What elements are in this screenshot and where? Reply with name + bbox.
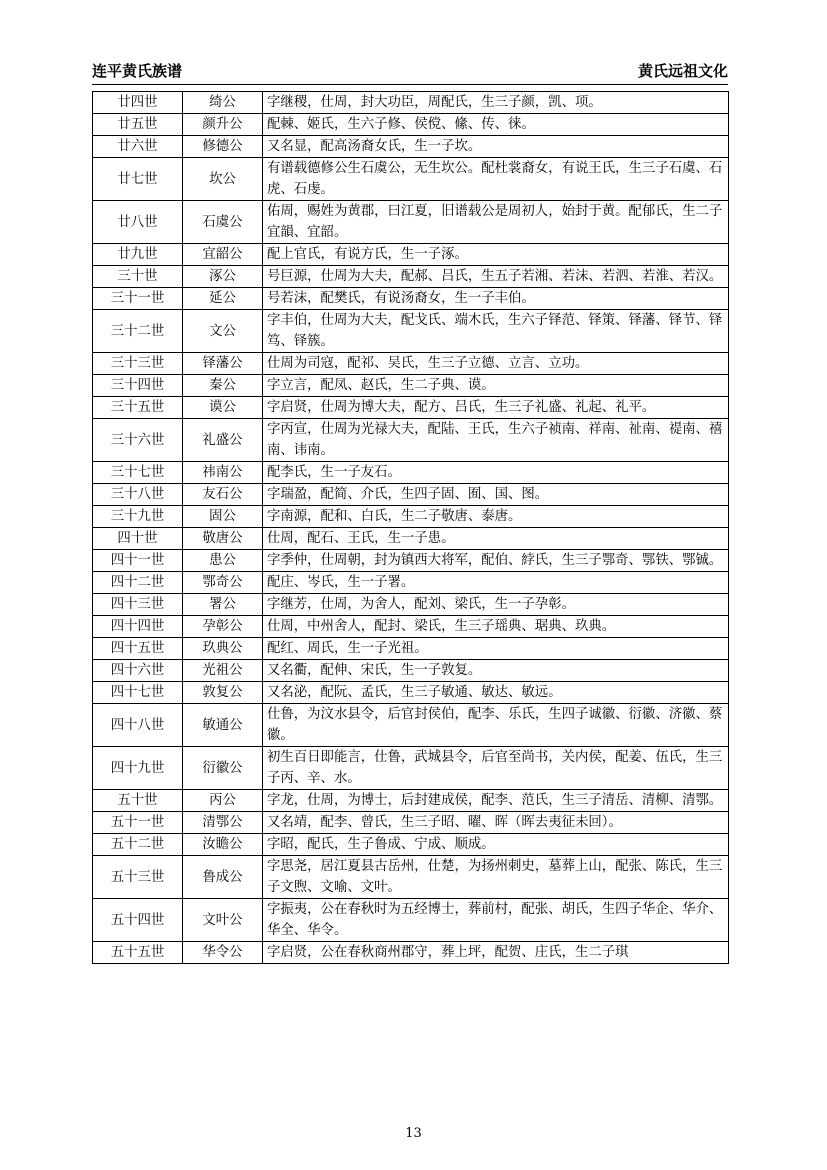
table-row	[93, 92, 729, 114]
generation-cell: 四十三世	[93, 594, 183, 616]
description-cell: 字立言，配凤、赵氏，生二子典、谟。	[263, 375, 729, 397]
table-row	[93, 114, 729, 136]
header-right-title: 黄氏远祖文化	[637, 62, 728, 80]
generation-cell: 五十三世	[93, 856, 183, 899]
generation-cell: 三十六世	[93, 419, 183, 462]
generation-cell: 四十二世	[93, 572, 183, 594]
ancestor-name-cell: 光祖公	[183, 660, 263, 682]
ancestor-name-cell: 延公	[183, 288, 263, 310]
description-cell: 配李氏，生一子友石。	[263, 462, 729, 484]
generation-cell: 廿四世	[93, 92, 183, 114]
description-cell: 字启贤，公在春秋商州郡守，葬上坪，配贺、庄氏，生二子琪	[263, 942, 729, 964]
description-cell: 字南源，配和、白氏，生二子敬唐、泰唐。	[263, 506, 729, 528]
genealogy-table-body	[93, 92, 729, 964]
ancestor-name-cell: 秦公	[183, 375, 263, 397]
description-cell: 仕周，中州舍人，配封、梁氏，生三子瑶典、琚典、玖典。	[263, 616, 729, 638]
description-cell: 配庄、岑氏，生一子署。	[263, 572, 729, 594]
description-cell: 又名显，配高汤裔女氏，生一子坎。	[263, 136, 729, 158]
page-number: 13	[405, 1126, 422, 1141]
description-cell: 字启贤，仕周为博大夫，配方、吕氏，生三子礼盛、礼起、礼平。	[263, 397, 729, 419]
ancestor-name-cell: 固公	[183, 506, 263, 528]
ancestor-name-cell: 颜升公	[183, 114, 263, 136]
generation-cell: 五十五世	[93, 942, 183, 964]
ancestor-name-cell: 玖典公	[183, 638, 263, 660]
ancestor-name-cell: 华令公	[183, 942, 263, 964]
ancestor-name-cell: 祎南公	[183, 462, 263, 484]
table-row	[93, 856, 729, 899]
table-row	[93, 704, 729, 747]
generation-cell: 三十世	[93, 266, 183, 288]
table-row	[93, 353, 729, 375]
table-row	[93, 660, 729, 682]
generation-cell: 三十七世	[93, 462, 183, 484]
table-row	[93, 747, 729, 790]
table-row	[93, 594, 729, 616]
ancestor-name-cell: 礼盛公	[183, 419, 263, 462]
description-cell: 又名衢，配伸、宋氏，生一子敦复。	[263, 660, 729, 682]
ancestor-name-cell: 敦复公	[183, 682, 263, 704]
generation-cell: 三十四世	[93, 375, 183, 397]
description-cell: 仕周，配石、王氏，生一子患。	[263, 528, 729, 550]
table-row	[93, 266, 729, 288]
table-row	[93, 550, 729, 572]
generation-cell: 廿五世	[93, 114, 183, 136]
table-row	[93, 484, 729, 506]
generation-cell: 四十八世	[93, 704, 183, 747]
description-cell: 佑周，赐姓为黄郡，曰江夏，旧谱载公是周初人，始封于黄。配郁氏，生二子宜韻、宜韶。	[263, 201, 729, 244]
generation-cell: 廿六世	[93, 136, 183, 158]
description-cell: 有谱载德修公生石虞公，无生坎公。配杜裳裔女，有说王氏，生三子石虞、石虎、石虔。	[263, 158, 729, 201]
ancestor-name-cell: 铎藩公	[183, 353, 263, 375]
table-row	[93, 506, 729, 528]
generation-cell: 三十八世	[93, 484, 183, 506]
generation-cell: 三十二世	[93, 310, 183, 353]
table-row	[93, 288, 729, 310]
table-row	[93, 638, 729, 660]
generation-cell: 三十一世	[93, 288, 183, 310]
table-row	[93, 942, 729, 964]
description-cell: 号若沫，配樊氏，有说汤裔女，生一子丰伯。	[263, 288, 729, 310]
description-cell: 字季仲，仕周朝，封为镇西大将军，配伯、綍氏，生三子鄂奇、鄂铁、鄂铖。	[263, 550, 729, 572]
ancestor-name-cell: 文公	[183, 310, 263, 353]
generation-cell: 四十六世	[93, 660, 183, 682]
ancestor-name-cell: 宜韶公	[183, 244, 263, 266]
generation-cell: 四十世	[93, 528, 183, 550]
header-left-title: 连平黄氏族谱	[92, 62, 183, 80]
ancestor-name-cell: 孕彰公	[183, 616, 263, 638]
generation-cell: 四十七世	[93, 682, 183, 704]
ancestor-name-cell: 清鄂公	[183, 812, 263, 834]
ancestor-name-cell: 绮公	[183, 92, 263, 114]
table-row	[93, 158, 729, 201]
ancestor-name-cell: 汝瞻公	[183, 834, 263, 856]
ancestor-name-cell: 修德公	[183, 136, 263, 158]
table-row	[93, 812, 729, 834]
table-row	[93, 790, 729, 812]
generation-cell: 五十一世	[93, 812, 183, 834]
generation-cell: 三十九世	[93, 506, 183, 528]
generation-cell: 三十五世	[93, 397, 183, 419]
ancestor-name-cell: 鄂奇公	[183, 572, 263, 594]
description-cell: 字龙，仕周，为博士，后封建成侯，配李、范氏，生三子清岳、清柳、清鄂。	[263, 790, 729, 812]
generation-cell: 四十五世	[93, 638, 183, 660]
description-cell: 配上官氏，有说方氏，生一子涿。	[263, 244, 729, 266]
description-cell: 仕鲁，为汶水县令，后官封侯伯，配李、乐氏，生四子诚徽、衍徽、济徽、蔡徽。	[263, 704, 729, 747]
ancestor-name-cell: 石虞公	[183, 201, 263, 244]
generation-cell: 五十二世	[93, 834, 183, 856]
table-row	[93, 616, 729, 638]
table-row	[93, 528, 729, 550]
table-row	[93, 899, 729, 942]
ancestor-name-cell: 敬唐公	[183, 528, 263, 550]
description-cell: 配红、周氏，生一子光祖。	[263, 638, 729, 660]
table-row	[93, 572, 729, 594]
description-cell: 字丰伯，仕周为大夫，配戈氏、端木氏，生六子铎范、铎策、铎藩、铎节、铎笃、铎簇。	[263, 310, 729, 353]
description-cell: 字思尧，居江夏县古岳州，仕楚，为扬州刺史，墓葬上山，配张、陈氏，生三子文煦、文喻、文叶。	[263, 856, 729, 899]
ancestor-name-cell: 署公	[183, 594, 263, 616]
description-cell: 又名泌，配阮、孟氏，生三子敏通、敏达、敏远。	[263, 682, 729, 704]
table-row	[93, 310, 729, 353]
ancestor-name-cell: 文叶公	[183, 899, 263, 942]
description-cell: 配棘、姬氏，生六子修、侯傥、絛、传、徕。	[263, 114, 729, 136]
table-row	[93, 244, 729, 266]
table-row	[93, 201, 729, 244]
description-cell: 号巨源，仕周为大夫，配郝、吕氏，生五子若湘、若沫、若泗、若淮、若汉。	[263, 266, 729, 288]
ancestor-name-cell: 患公	[183, 550, 263, 572]
description-cell: 又名靖，配李、曾氏，生三子昭、曜、晖（晖去夷征未回）。	[263, 812, 729, 834]
generation-cell: 廿七世	[93, 158, 183, 201]
generation-cell: 四十一世	[93, 550, 183, 572]
table-row	[93, 136, 729, 158]
ancestor-name-cell: 鲁成公	[183, 856, 263, 899]
table-row	[93, 682, 729, 704]
generation-cell: 四十四世	[93, 616, 183, 638]
generation-cell: 三十三世	[93, 353, 183, 375]
table-row	[93, 462, 729, 484]
table-row	[93, 419, 729, 462]
generation-cell: 五十四世	[93, 899, 183, 942]
description-cell: 初生百日即能言，仕鲁，武城县令，后官至尚书，关内侯，配姜、伍氏，生三子丙、辛、水。	[263, 747, 729, 790]
ancestor-name-cell: 丙公	[183, 790, 263, 812]
table-row	[93, 375, 729, 397]
description-cell: 字瑞盈，配简、介氏，生四子固、囿、国、图。	[263, 484, 729, 506]
generation-cell: 五十世	[93, 790, 183, 812]
table-row	[93, 834, 729, 856]
generation-cell: 四十九世	[93, 747, 183, 790]
description-cell: 字丙宣，仕周为光禄大夫，配陆、王氏，生六子祯南、祥南、祉南、禔南、禧南、讳南。	[263, 419, 729, 462]
description-cell: 字继稷，仕周，封大功臣，周配氏，生三子颜，凯、项。	[263, 92, 729, 114]
description-cell: 仕周为司寇，配祁、吴氏，生三子立德、立言、立功。	[263, 353, 729, 375]
generation-cell: 廿八世	[93, 201, 183, 244]
ancestor-name-cell: 敏通公	[183, 704, 263, 747]
ancestor-name-cell: 坎公	[183, 158, 263, 201]
ancestor-name-cell: 涿公	[183, 266, 263, 288]
description-cell: 字振夷，公在春秋时为五经博士，葬前村，配张、胡氏，生四子华企、华介、华全、华令。	[263, 899, 729, 942]
ancestor-name-cell: 谟公	[183, 397, 263, 419]
generation-cell: 廿九世	[93, 244, 183, 266]
description-cell: 字昭，配氏，生子鲁成、宁成、顺成。	[263, 834, 729, 856]
description-cell: 字继芳，仕周，为舍人，配刘、梁氏，生一子孕彰。	[263, 594, 729, 616]
genealogy-table	[92, 91, 729, 964]
table-row	[93, 397, 729, 419]
page-header	[92, 58, 728, 85]
ancestor-name-cell: 友石公	[183, 484, 263, 506]
ancestor-name-cell: 衍徽公	[183, 747, 263, 790]
